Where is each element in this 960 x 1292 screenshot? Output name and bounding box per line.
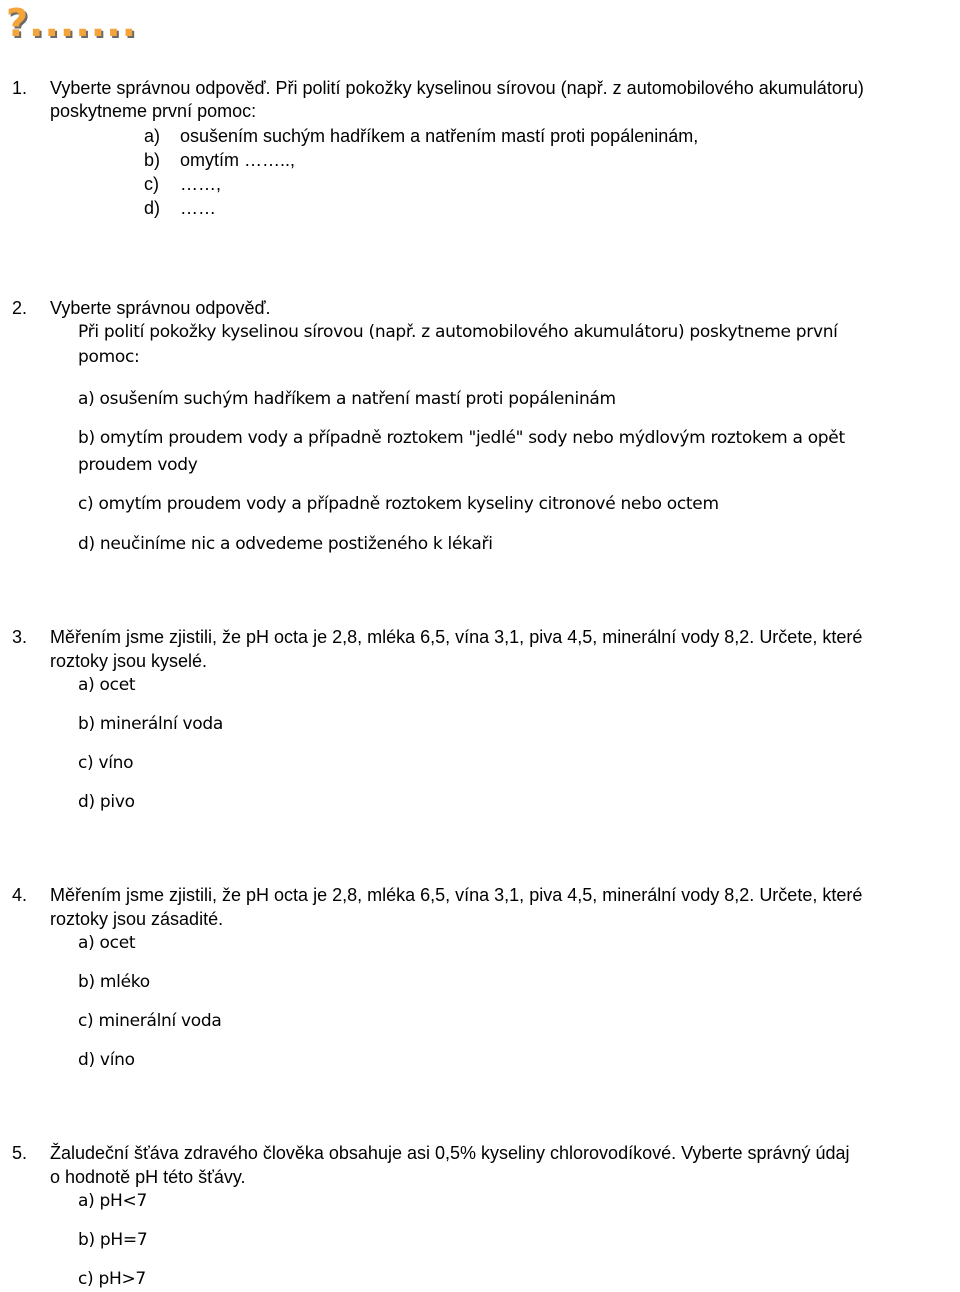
question-text: Žaludeční šťáva zdravého člověka obsahuje asi 0,5% kyseliny chlorovodíkové. Vyberte správný údaj [50, 1143, 850, 1163]
option-letter: a) [144, 126, 161, 146]
question-number: 4. [12, 885, 28, 905]
option-text: b) omytím proudem vody a případně roztokem "jedlé" sody nebo mýdlovým roztokem a opět [78, 428, 845, 448]
option-text: c) omytím proudem vody a případně roztokem kyseliny citronové nebo octem [78, 494, 719, 514]
question-number: 1. [12, 78, 28, 98]
question-text: o hodnotě pH této šťávy. [50, 1167, 246, 1187]
question-text: Vyberte správnou odpověď. Při polití pokožky kyselinou sírovou (např. z automobilového akumulátoru) [50, 78, 864, 98]
option-text: c) pH>7 [78, 1269, 146, 1289]
question-number: 5. [12, 1143, 28, 1163]
question-text: Měřením jsme zjistili, že pH octa je 2,8, mléka 6,5, vína 3,1, piva 4,5, minerální vody 8,2. Určete, které [50, 885, 863, 905]
question-text: roztoky jsou zásadité. [50, 909, 224, 929]
option-text: a) ocet [78, 933, 136, 953]
option-text: d) pivo [78, 792, 135, 812]
option-text: a) pH<7 [78, 1191, 147, 1211]
question-number: 3. [12, 627, 28, 647]
option-letter: d) [144, 198, 161, 218]
option-text: omytím …….., [180, 150, 296, 170]
option-text: b) minerální voda [78, 714, 223, 734]
question-text: poskytneme první pomoc: [50, 101, 257, 121]
question-logo: ?....... [6, 1, 138, 45]
option-text: c) víno [78, 753, 134, 773]
option-text: a) ocet [78, 675, 136, 695]
option-letter: b) [144, 150, 161, 170]
question-number: 2. [12, 298, 28, 318]
option-text: b) pH=7 [78, 1230, 148, 1250]
option-text: c) minerální voda [78, 1011, 222, 1031]
option-text: proudem vody [78, 455, 198, 475]
question-text: pomoc: [78, 347, 140, 367]
option-text: ……, [180, 174, 222, 194]
option-text: d) víno [78, 1050, 135, 1070]
option-text: …… [180, 198, 216, 218]
option-text: osušením suchým hadříkem a natřením mastí proti popáleninám, [180, 126, 699, 146]
question-text: roztoky jsou kyselé. [50, 651, 208, 671]
option-text: b) mléko [78, 972, 150, 992]
option-text: d) neučiníme nic a odvedeme postiženého k lékaři [78, 534, 493, 554]
question-text: Vyberte správnou odpověď. [50, 298, 271, 318]
question-text: Měřením jsme zjistili, že pH octa je 2,8, mléka 6,5, vína 3,1, piva 4,5, minerální vody 8,2. Určete, které [50, 627, 863, 647]
option-letter: c) [144, 174, 159, 194]
option-text: a) osušením suchým hadříkem a natření mastí proti popáleninám [78, 389, 616, 409]
question-text: Při polití pokožky kyselinou sírovou (např. z automobilového akumulátoru) poskytneme první [78, 322, 838, 342]
